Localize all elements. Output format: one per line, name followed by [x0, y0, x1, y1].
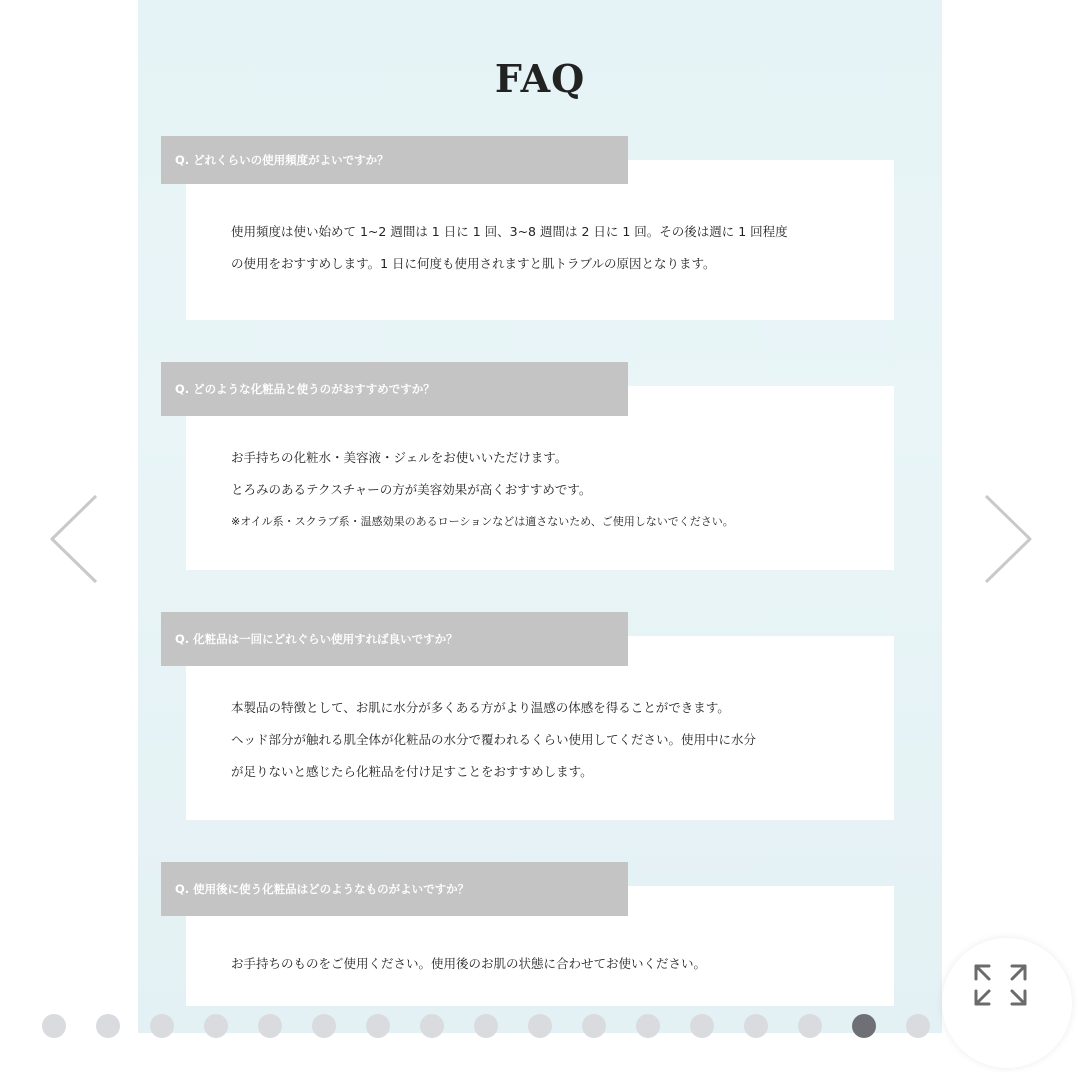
pagination-dot[interactable] [204, 1014, 228, 1038]
pagination-dot[interactable] [420, 1014, 444, 1038]
answer-line: が足りないと感じたら化粧品を付け足すことをおすすめします。 [231, 764, 593, 779]
pagination-dot[interactable] [312, 1014, 336, 1038]
faq-answer-card [186, 160, 894, 320]
answer-line: 本製品の特徴として、お肌に水分が多くある方がより温感の体感を得ることができます。 [231, 700, 730, 715]
faq-question: Q. どのような化粧品と使うのがおすすめですか？ [161, 362, 628, 416]
faq-question: Q. どれくらいの使用頻度がよいですか？ [161, 136, 628, 184]
pagination-dot[interactable] [150, 1014, 174, 1038]
answer-line: お手持ちのものをご使用ください。使用後のお肌の状態に合わせてお使いください。 [231, 956, 707, 971]
answer-line: ヘッド部分が触れる肌全体が化粧品の水分で覆われるくらい使用してください。使用中に水分 [231, 732, 757, 747]
pagination-dot[interactable] [96, 1014, 120, 1038]
pagination-dot[interactable] [258, 1014, 282, 1038]
pagination-dot[interactable] [798, 1014, 822, 1038]
faq-image-panel [138, 0, 942, 1033]
pagination-dot[interactable] [744, 1014, 768, 1038]
pagination-dot[interactable] [474, 1014, 498, 1038]
answer-line: とろみのあるテクスチャーの方が美容効果が高くおすすめです。 [231, 482, 592, 497]
pagination-dot[interactable] [582, 1014, 606, 1038]
pagination-dot[interactable] [906, 1014, 930, 1038]
pagination-dot[interactable] [690, 1014, 714, 1038]
pagination-dot[interactable] [636, 1014, 660, 1038]
pagination-dot-active[interactable] [852, 1014, 876, 1038]
expand-button[interactable] [942, 938, 1072, 1068]
chevron-left-icon [44, 492, 104, 586]
answer-line: の使用をおすすめします。1 日に何度も使用されますと肌トラブルの原因となります。 [231, 256, 716, 271]
faq-question: Q. 化粧品は一回にどれぐらい使用すれば良いですか？ [161, 612, 628, 666]
faq-question: Q. 使用後に使う化粧品はどのようなものがよいですか？ [161, 862, 628, 916]
faq-title: FAQ [494, 56, 586, 101]
answer-note: ※オイル系・スクラブ系・温感効果のあるローションなどは適さないため、ご使用しないでください。 [231, 515, 734, 528]
answer-line: お手持ちの化粧水・美容液・ジェルをお使いいただけます。 [231, 450, 568, 465]
pagination-dot[interactable] [528, 1014, 552, 1038]
pagination-dot[interactable] [42, 1014, 66, 1038]
chevron-right-icon [978, 492, 1038, 586]
carousel-prev-button[interactable] [44, 492, 104, 586]
expand-icon [942, 938, 1072, 1068]
pagination-dot[interactable] [366, 1014, 390, 1038]
carousel-next-button[interactable] [978, 492, 1038, 586]
answer-line: 使用頻度は使い始めて 1~2 週間は 1 日に 1 回、3~8 週間は 2 日に 1 回。その後は週に 1 回程度 [231, 224, 788, 239]
